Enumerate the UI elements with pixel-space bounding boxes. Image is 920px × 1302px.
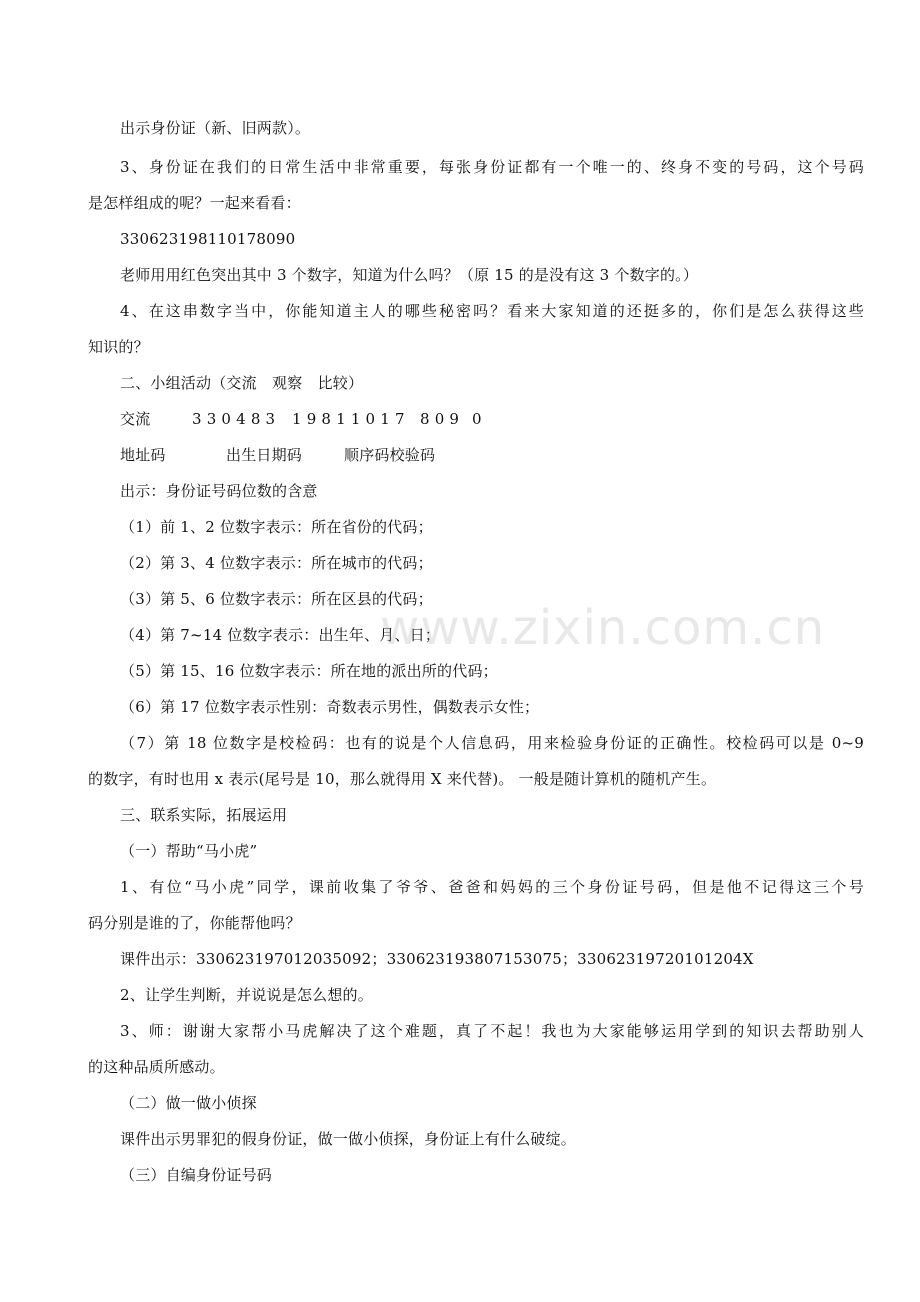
segment-label-row bbox=[120, 445, 435, 465]
paragraph-line: 知识的？ bbox=[88, 338, 149, 356]
subsection-heading: （一）帮助“马小虎” bbox=[120, 842, 258, 860]
section-heading: 三、联系实际，拓展运用 bbox=[120, 806, 288, 824]
paragraph-line: 出示：身份证号码位数的含意 bbox=[120, 482, 318, 500]
birth-digits: 1 9 8 1 1 0 1 7 bbox=[292, 410, 405, 428]
birth-date-code-label: 出生日期码 bbox=[226, 446, 303, 464]
paragraph-line: 3、师：谢谢大家帮小马虎解决了这个难题，真了不起！我也为大家能够运用学到的知识去帮助别人 bbox=[120, 1022, 864, 1040]
sequence-digits: 8 0 9 bbox=[420, 410, 460, 428]
sequence-check-code-label: 顺序码校验码 bbox=[344, 446, 436, 464]
list-item: （5）第 15、16 位数字表示：所在地的派出所的代码； bbox=[120, 662, 498, 680]
paragraph-line: 1、有位“马小虎”同学，课前收集了爷爷、爸爸和妈妈的三个身份证号码，但是他不记得这三个号 bbox=[120, 878, 864, 896]
paragraph-line: 老师用用红色突出其中 3 个数字，知道为什么吗？（原 15 的是没有这 3 个数字的。） bbox=[120, 266, 699, 284]
list-item: （4）第 7~14 位数字表示：出生年、月、日； bbox=[120, 626, 441, 644]
paragraph-line: 的这种品质所感动。 bbox=[88, 1058, 225, 1076]
address-digits: 3 3 0 4 8 3 bbox=[192, 410, 276, 428]
paragraph-line: 码分别是谁的了，你能帮他吗？ bbox=[88, 914, 301, 932]
paragraph-line: 课件出示：330623197012035092；330623193807153075；33062319720101204X bbox=[120, 950, 754, 968]
watermark: www.zixin.com.cn bbox=[380, 600, 826, 656]
paragraph-line: 的数字，有时也用 x 表示(尾号是 10，那么就得用 X 来代替)。 一般是随计算机的随机产生。 bbox=[88, 770, 717, 788]
paragraph-line: 3、身份证在我们的日常生活中非常重要，每张身份证都有一个唯一的、终身不变的号码，这个号码 bbox=[120, 158, 864, 176]
paragraph-line: 2、让学生判断，并说说是怎么想的。 bbox=[120, 986, 373, 1004]
paragraph-line: 4、在这串数字当中，你能知道主人的哪些秘密吗？看来大家知道的还挺多的，你们是怎么获得这些 bbox=[120, 302, 864, 320]
subsection-heading: （三）自编身份证号码 bbox=[120, 1166, 273, 1184]
exchange-row bbox=[120, 409, 482, 429]
check-digit: 0 bbox=[472, 410, 482, 428]
id-number-example: 330623198110178090 bbox=[120, 230, 296, 248]
subsection-heading: （二）做一做小侦探 bbox=[120, 1094, 257, 1112]
list-item: （6）第 17 位数字表示性别：奇数表示男性，偶数表示女性； bbox=[120, 698, 540, 716]
paragraph-line: 是怎样组成的呢？一起来看看： bbox=[88, 194, 301, 212]
list-item: （2）第 3、4 位数字表示：所在城市的代码； bbox=[120, 554, 433, 572]
list-item: （3）第 5、6 位数字表示：所在区县的代码； bbox=[120, 590, 433, 608]
address-code-label: 地址码 bbox=[120, 446, 166, 464]
list-item: （7）第 18 位数字是校检码：也有的说是个人信息码，用来检验身份证的正确性。校检码可以是 0~9 bbox=[120, 734, 864, 752]
paragraph-line: 出示身份证（新、旧两款）。 bbox=[120, 119, 311, 137]
list-item: （1）前 1、2 位数字表示：所在省份的代码； bbox=[120, 518, 433, 536]
exchange-label: 交流 bbox=[120, 410, 151, 428]
section-heading: 二、小组活动（交流 观察 比较） bbox=[120, 374, 364, 392]
paragraph-line: 课件出示男罪犯的假身份证，做一做小侦探，身份证上有什么破绽。 bbox=[120, 1130, 577, 1148]
